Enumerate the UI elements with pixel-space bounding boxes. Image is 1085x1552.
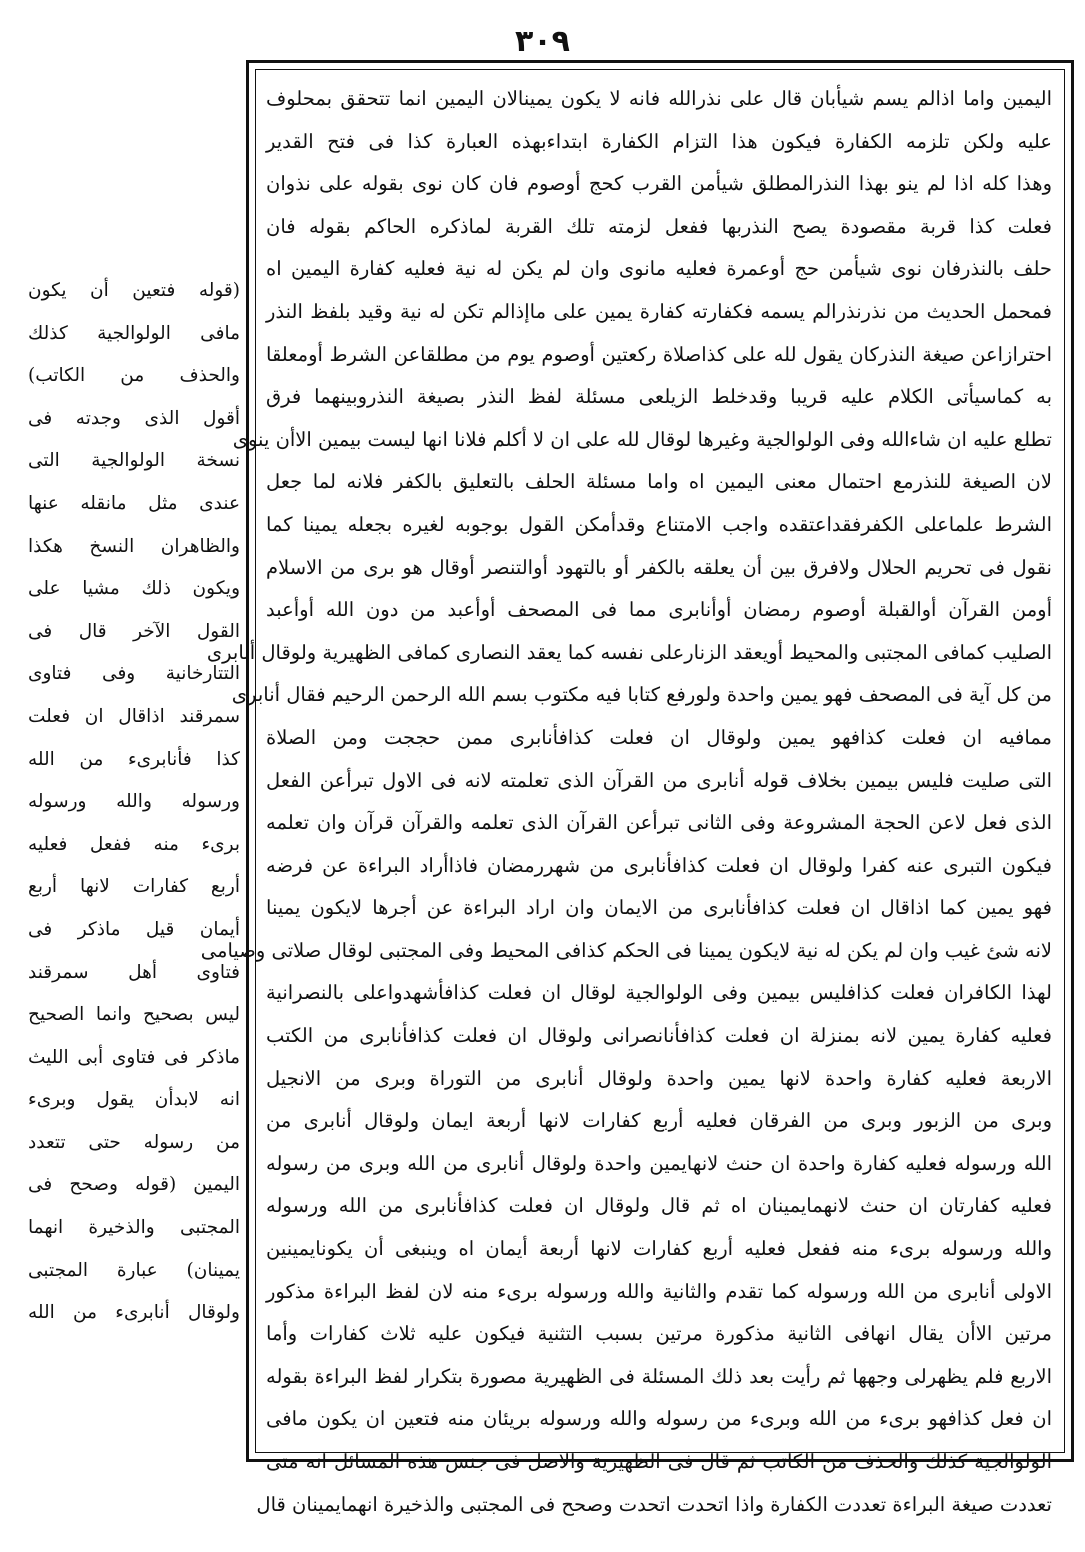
main-text-line: الاربعة فعليه كفارة واحدة لانها يمين واحدة ولوقال أنابرى من التوراة وبرى من الانجيل bbox=[266, 1066, 1052, 1090]
margin-note-line: التتارخانية وفى فتاوى bbox=[28, 663, 240, 685]
margin-note-line: أربع كفارات لانها أربع bbox=[28, 876, 240, 898]
main-text-line: فمحمل الحديث من نذرنذرالم يسمه فكفارته كفارة يمين على ماإذالم تكن له نية وقيد بلفظ النذر bbox=[266, 299, 1052, 323]
margin-note-line: المجتبى والذخيرة انهما bbox=[28, 1217, 240, 1239]
main-text-line: لان الصيغة للنذرمع احتمال معنى اليمين اه واما مسئلة الحلف بالتعليق بالكفر فلانه لما جعل bbox=[266, 470, 1052, 494]
main-text-line: احترازاعن صيغة النذركان يقول لله على كذاصلاة ركعتين أوصوم يوم من مطلقاعن الشرط أومعلقا bbox=[266, 342, 1052, 366]
margin-note-line: (قوله فتعين أن يكون bbox=[28, 280, 240, 301]
main-text-line: وهذا كله اذا لم ينو بهذا النذرالمطلق شيأمن القرب كحج أوصوم فان كان نوى بقوله على نذوان bbox=[266, 172, 1052, 196]
main-text-line: تطلع عليه ان شاءالله وفى الولوالجية وغيرها لوقال لله على ان لا أكلم فلانا انها ليست بيمين الاأن ينوى bbox=[232, 427, 1052, 451]
main-text-line: لانه شئ غيب وان لم يكن له نية لايكون يمينا فى الحكم كذافى المحيط وفى المجتبى لوقال صلاتى وصيامى bbox=[200, 938, 1052, 962]
margin-note-line: مافى الولوالجية كذلك bbox=[28, 322, 240, 344]
main-text-line: الصليب كمافى المجتبى والمحيط أويعقد الزنارعلى نفسه كما يعقد النصارى كمافى الظهيرية ولوقال أنابرى bbox=[206, 640, 1052, 664]
main-text-line: اليمين واما اذالم يسم شيأبان قال على نذرالله فانه لا يكون يمينالان اليمين انما تتحقق بمحلوف bbox=[266, 87, 1052, 110]
margin-note-line: ويكون ذلك مشيا على bbox=[28, 578, 240, 600]
main-text-line: أومن القرآن أوالقبلة أوصوم رمضان أوأنابرى مما فى المصحف أوأعبد من دون الله أوأعبد bbox=[266, 598, 1052, 622]
main-text-line: تعددت صيغة البراءة تعددت الكفارة واذا اتحدت اتحدت وصحح فى المجتبى والذخيرة انهمايمينان قال bbox=[256, 1492, 1052, 1516]
main-text-line: الولوالجية كذلك والحذف من الكاتب ثم قال فى الظهيرية والاصل فى جنس هذه المسائل انه متى bbox=[266, 1450, 1052, 1473]
page-number: ٣٠٩ bbox=[515, 24, 570, 59]
margin-note-line: كذا فأنابرىء من الله bbox=[28, 748, 240, 770]
margin-note-line: والظاهران النسخ هكذا bbox=[28, 535, 240, 557]
margin-note-line: القول الآخر قال فى bbox=[28, 620, 240, 642]
margin-note-line: نسخة الولوالجية التى bbox=[28, 450, 240, 472]
margin-note-line: ليس بصحيح وانما الصحيح bbox=[28, 1004, 240, 1026]
margin-note-line: سمرقند اذاقال ان فعلت bbox=[28, 705, 240, 727]
main-text-line: الاربع فلم يظهرلى وجهها ثم رأيت بعد ذلك المسئلة فى الظهيرية مصورة بتكرار لفظ البراءة بقوله bbox=[266, 1364, 1052, 1388]
main-text-line: فيكون التبرى عنه كفرا ولوقال ان فعلت كذافأنابرى من شهررمضان فاذاأراد البراءة عن فرضه bbox=[266, 853, 1052, 877]
main-text-line: من كل آية فى المصحف فهو يمين واحدة ولورفع كتابا فيه مكتوب بسم الله الرحمن الرحيم فقال أنابرى bbox=[231, 683, 1052, 707]
main-text-line: الشرط علماعلى الكفرفقداعتقده واجب الامتناع وقدأمكن القول بوجوبه لغيره بجعله يمينا كما bbox=[266, 512, 1052, 536]
margin-note-line: برىء منه ففعل فعليه bbox=[28, 833, 240, 855]
main-text-line: الذى فعل لاعن الحجة المشروعة وفى الثانى تبرأعن القرآن الذى تعلمه والقرآن قرآن وان تعلمه bbox=[266, 811, 1052, 835]
main-text-line: به كماسيأتى الكلام عليه قريبا وقدخلط الزيلعى مسئلة لفظ النذر بصيغة النذروبينهما فرق bbox=[266, 385, 1052, 409]
margin-note-line: يمينان) عبارة المجتبى bbox=[28, 1259, 240, 1281]
margin-note-line: ورسوله والله ورسوله bbox=[28, 791, 240, 813]
margin-note-line: ولوقال أنابرىء من الله bbox=[28, 1302, 240, 1324]
main-text-line: الله ورسوله فعليه كفارة واحدة ان حنث لانهايمين واحدة ولوقال أنابرى من الله وبرى من رسوله bbox=[266, 1151, 1052, 1175]
main-text-line: وبرى من الزبور وبرى من الفرقان فعليه أربع كفارات لانها أربعة ايمان ولوقال أنابرى من bbox=[266, 1109, 1052, 1133]
main-text-line: الاولى أنابرى من الله ورسوله كما تقدم والثانية والله ورسوله برىء منه لان لفظ البراءة مذكور bbox=[266, 1279, 1052, 1303]
margin-note-line: أيمان قيل ماذكر فى bbox=[28, 918, 240, 940]
margin-note-line: عندى مثل مانقله عنها bbox=[28, 492, 240, 514]
main-text-frame bbox=[200, 60, 1074, 1516]
main-text-line: ممافيه ان فعلت كذافهو يمين ولوقال ان فعلت كذافأنابرى ممن حججت ومن الصلاة bbox=[266, 725, 1052, 749]
main-text-line: عليه ولكن تلزمه الكفارة فيكون هذا التزام الكفارة ابتداءبهذه العبارة كذا فى فتح القدير bbox=[266, 129, 1052, 153]
main-text-line: فهو يمين كما اذاقال ان فعلت كذافأنابرى من الايمان وان اراد البراءة عن أجرها لايكون يمينا bbox=[266, 896, 1052, 920]
margin-note-line: فتاوى أهل سمرقند bbox=[28, 961, 240, 983]
main-text-line: فعليه كفارتان ان حنث لانهمايمينان اه ثم قال ولوقال ان فعلت كذافأنابرى من الله ورسوله bbox=[266, 1194, 1052, 1218]
main-text-line: حلف بالنذرفان نوى شيأمن حج أوعمرة فعليه مانوى وان لم يكن له نية فعليه كفارة اليمين اه bbox=[266, 257, 1052, 281]
main-text-line: فعلت كذا قربة مقصودة يصح النذربها ففعل لزمته تلك القربة لماذكره الحاكم بقوله فان bbox=[266, 214, 1052, 238]
main-text-line: التى صليت فليس بيمين بخلاف قوله أنابرى من القرآن الذى تعلمته لانه فى الاول تبرأعن الفعل bbox=[266, 768, 1052, 792]
margin-note-line: أقول الذى وجدته فى bbox=[28, 407, 240, 429]
margin-note-line: والحذف من الكاتب) bbox=[28, 365, 240, 387]
margin-note-line: انه لابدأن يقول وبرىء bbox=[28, 1089, 240, 1111]
main-text-inner-border bbox=[200, 69, 1065, 1516]
main-text-block bbox=[200, 78, 1052, 1526]
main-text-line: لهذا الكافران فعلت كذافليس بيمين وفى الولوالجية لوقال ان فعلت كذافأشهدواعلى بالنصرانية bbox=[266, 981, 1052, 1005]
margin-note-line: ماذكر فى فتاوى أبى الليث bbox=[28, 1046, 240, 1068]
margin-note-line: من رسوله حتى تتعدد bbox=[28, 1131, 240, 1153]
main-text-line: نقول فى تحريم الحلال ولافرق بين أن يعلقه بالكفر أو بالتهود أوالتنصر أوقال هو برى من الاسلام bbox=[266, 555, 1052, 579]
margin-note-line: اليمين (قوله وصحح فى bbox=[28, 1174, 240, 1196]
margin-commentary bbox=[28, 270, 240, 1335]
main-text-line: فعليه كفارة يمين لانه بمنزلة ان فعلت كذافأنانصرانى ولوقال ان فعلت كذافأنابرى من الكتب bbox=[266, 1024, 1052, 1048]
main-text-line: والله ورسوله برىء منه ففعل فعليه أربع كفارات لانها أربعة أيمان اه وينبغى أن يكونايمينين bbox=[266, 1237, 1052, 1261]
main-text-line: مرتين الاأن يقال انهافى الثانية مذكورة مرتين بسبب التثنية فيكون عليه ثلاث كفارات وأما bbox=[266, 1322, 1052, 1346]
main-text-line: ان فعل كذافهو برىء من الله وبرىء من رسوله والله ورسوله بريئان منه فتعين ان يكون مافى bbox=[266, 1407, 1052, 1431]
